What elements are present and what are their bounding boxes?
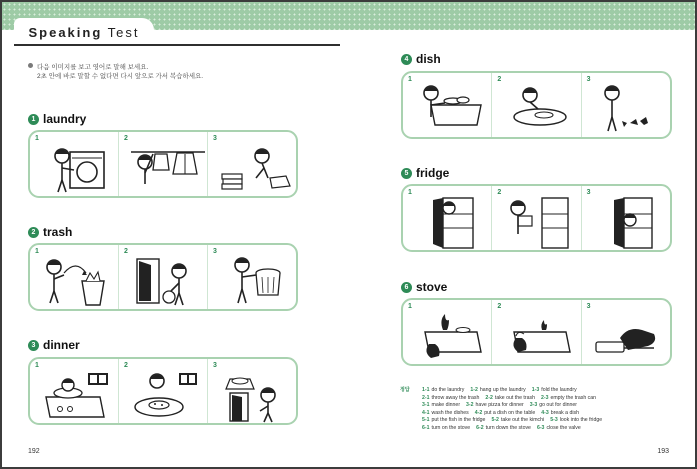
answer-text: go out for dinner bbox=[539, 402, 577, 409]
panel-cell bbox=[208, 132, 296, 196]
panel-cell bbox=[582, 186, 670, 250]
do-laundry-illustration bbox=[42, 140, 112, 196]
page-title bbox=[28, 25, 139, 40]
take-out-trash-illustration bbox=[131, 253, 201, 309]
answer-row bbox=[400, 387, 602, 395]
answer-text: do the laundry bbox=[431, 387, 465, 393]
panel-number: 2 bbox=[497, 303, 502, 310]
instructions bbox=[28, 63, 203, 81]
panel-number: 1 bbox=[408, 76, 412, 83]
panel-cell bbox=[119, 245, 208, 309]
wash-dishes-illustration bbox=[415, 81, 485, 137]
turn-down-stove-illustration bbox=[504, 308, 574, 364]
answer-key-number: 5-2 bbox=[491, 417, 499, 424]
answer-row bbox=[400, 410, 602, 418]
answer-key-number: 4-2 bbox=[474, 409, 483, 416]
empty-trash-can-illustration bbox=[220, 253, 290, 309]
answer-key bbox=[400, 387, 602, 433]
instruction-line-1: 다음 이미지를 보고 영어로 말해 보세요. bbox=[37, 64, 149, 71]
section-word: trash bbox=[43, 225, 73, 239]
answer-key-number: 3-3 bbox=[529, 402, 538, 409]
answer-key-number: 2-3 bbox=[540, 394, 549, 401]
answer-row bbox=[400, 402, 602, 410]
answer-key-number: 5-3 bbox=[550, 417, 558, 424]
section-title-dish bbox=[401, 52, 441, 66]
panel-number: 2 bbox=[124, 248, 128, 255]
section-title-trash bbox=[28, 225, 72, 239]
panel-cell bbox=[492, 300, 581, 364]
panel-cell bbox=[403, 186, 492, 250]
answer-text: look into the fridge bbox=[559, 417, 603, 424]
panel-number: 1 bbox=[408, 189, 412, 196]
title-rest: Test bbox=[107, 24, 140, 40]
section-word: laundry bbox=[43, 112, 87, 126]
answer-text: turn down the stove bbox=[485, 424, 531, 431]
dish-on-table-illustration bbox=[504, 81, 574, 137]
answer-text: fold the laundry bbox=[541, 387, 577, 393]
answer-key-number: 4-1 bbox=[422, 409, 430, 416]
panel-cell bbox=[30, 359, 119, 423]
panel-number: 3 bbox=[213, 248, 217, 255]
answer-key-number: 6-3 bbox=[536, 424, 545, 431]
answer-key-number: 1-3 bbox=[531, 387, 540, 393]
panel-number: 3 bbox=[586, 76, 591, 83]
section-word: stove bbox=[416, 280, 448, 294]
panel-cell bbox=[403, 300, 492, 364]
make-dinner-illustration bbox=[42, 367, 112, 423]
bullet-icon bbox=[28, 63, 33, 68]
page-number-right: 193 bbox=[657, 448, 669, 455]
section-title-laundry bbox=[28, 112, 86, 126]
section-number: 6 bbox=[401, 282, 412, 293]
section-number: 1 bbox=[28, 114, 39, 125]
page-number-left: 192 bbox=[28, 448, 40, 455]
section-number: 3 bbox=[28, 340, 39, 351]
panel-number: 3 bbox=[586, 303, 591, 310]
panel-cell bbox=[492, 73, 581, 137]
panel-number: 2 bbox=[497, 76, 502, 83]
answer-row bbox=[400, 395, 602, 403]
panel-number: 2 bbox=[124, 362, 128, 369]
answer-text: throw away the trash bbox=[431, 394, 480, 401]
panel-box-stove bbox=[401, 298, 672, 366]
panel-cell bbox=[582, 300, 670, 364]
answer-key-number: 6-2 bbox=[476, 424, 484, 431]
instruction-line-2: 2초 안에 바로 말할 수 없다면 다시 앞으로 가서 복습하세요. bbox=[37, 73, 204, 80]
answer-text: close the valve bbox=[546, 424, 581, 431]
panel-cell bbox=[403, 73, 492, 137]
section-number: 5 bbox=[401, 168, 412, 179]
answer-key-number: 1-2 bbox=[470, 387, 478, 393]
title-tab bbox=[14, 18, 154, 46]
fold-laundry-illustration bbox=[220, 140, 296, 196]
answer-key-number: 6-1 bbox=[422, 424, 430, 431]
pizza-dinner-illustration bbox=[131, 367, 201, 423]
answer-label: 정답 bbox=[400, 387, 410, 393]
answer-key-number: 1-1 bbox=[422, 387, 430, 393]
panel-number: 3 bbox=[213, 362, 217, 369]
answer-row bbox=[400, 425, 602, 433]
answer-text: take out the trash bbox=[494, 394, 535, 401]
panel-number: 1 bbox=[35, 362, 39, 369]
panel-cell bbox=[30, 245, 119, 309]
panel-cell bbox=[208, 359, 296, 423]
answer-text: put a dish on the table bbox=[484, 409, 536, 416]
turn-on-stove-illustration bbox=[415, 308, 485, 364]
title-underline bbox=[14, 44, 340, 46]
throw-trash-illustration bbox=[42, 253, 112, 309]
panel-cell bbox=[119, 132, 208, 196]
answer-text: make dinner bbox=[431, 402, 461, 409]
answer-text: hang up the laundry bbox=[479, 387, 526, 393]
section-number: 2 bbox=[28, 227, 39, 238]
panel-number: 1 bbox=[35, 135, 39, 142]
section-word: fridge bbox=[416, 166, 450, 180]
section-title-stove bbox=[401, 280, 447, 294]
panel-number: 2 bbox=[124, 135, 128, 142]
section-title-fridge bbox=[401, 166, 449, 180]
panel-box-fridge bbox=[401, 184, 672, 252]
section-word: dish bbox=[416, 52, 441, 66]
answer-key-number: 2-1 bbox=[422, 394, 430, 401]
section-word: dinner bbox=[43, 338, 80, 352]
panel-number: 2 bbox=[497, 189, 502, 196]
answer-key-number: 2-2 bbox=[485, 394, 493, 401]
panel-cell bbox=[119, 359, 208, 423]
section-number: 4 bbox=[401, 54, 412, 65]
panel-cell bbox=[582, 73, 670, 137]
answer-text: take out the kimchi bbox=[500, 417, 545, 424]
panel-number: 1 bbox=[35, 248, 39, 255]
take-out-kimchi-illustration bbox=[504, 194, 574, 250]
answer-rows bbox=[400, 387, 602, 433]
answer-key-number: 5-1 bbox=[422, 417, 430, 424]
look-into-fridge-illustration bbox=[594, 194, 664, 250]
break-dish-illustration bbox=[594, 81, 664, 137]
answer-text: put the fish in the fridge bbox=[431, 417, 486, 424]
answer-key-number: 3-2 bbox=[466, 402, 474, 409]
title-bold: Speaking bbox=[28, 24, 103, 40]
panel-box-trash bbox=[28, 243, 298, 311]
panel-number: 3 bbox=[213, 135, 217, 142]
hang-laundry-illustration bbox=[131, 140, 207, 196]
answer-text: empty the trash can bbox=[550, 394, 597, 401]
answer-text: turn on the stove bbox=[431, 424, 471, 431]
panel-cell bbox=[492, 186, 581, 250]
fish-in-fridge-illustration bbox=[415, 194, 485, 250]
panel-number: 1 bbox=[408, 303, 412, 310]
panel-cell bbox=[30, 132, 119, 196]
answer-key-number: 3-1 bbox=[422, 402, 430, 409]
panel-box-laundry bbox=[28, 130, 298, 198]
answer-text: break a dish bbox=[550, 409, 580, 416]
answer-row bbox=[400, 417, 602, 425]
panel-box-dinner bbox=[28, 357, 298, 425]
panel-cell bbox=[208, 245, 296, 309]
go-out-dinner-illustration bbox=[220, 367, 290, 423]
answer-text: wash the dishes bbox=[431, 409, 469, 416]
answer-text: have pizza for dinner bbox=[475, 402, 524, 409]
close-valve-illustration bbox=[594, 308, 664, 364]
answer-key-number: 4-3 bbox=[541, 409, 549, 416]
section-title-dinner bbox=[28, 338, 80, 352]
panel-number: 3 bbox=[586, 189, 591, 196]
panel-box-dish bbox=[401, 71, 672, 139]
